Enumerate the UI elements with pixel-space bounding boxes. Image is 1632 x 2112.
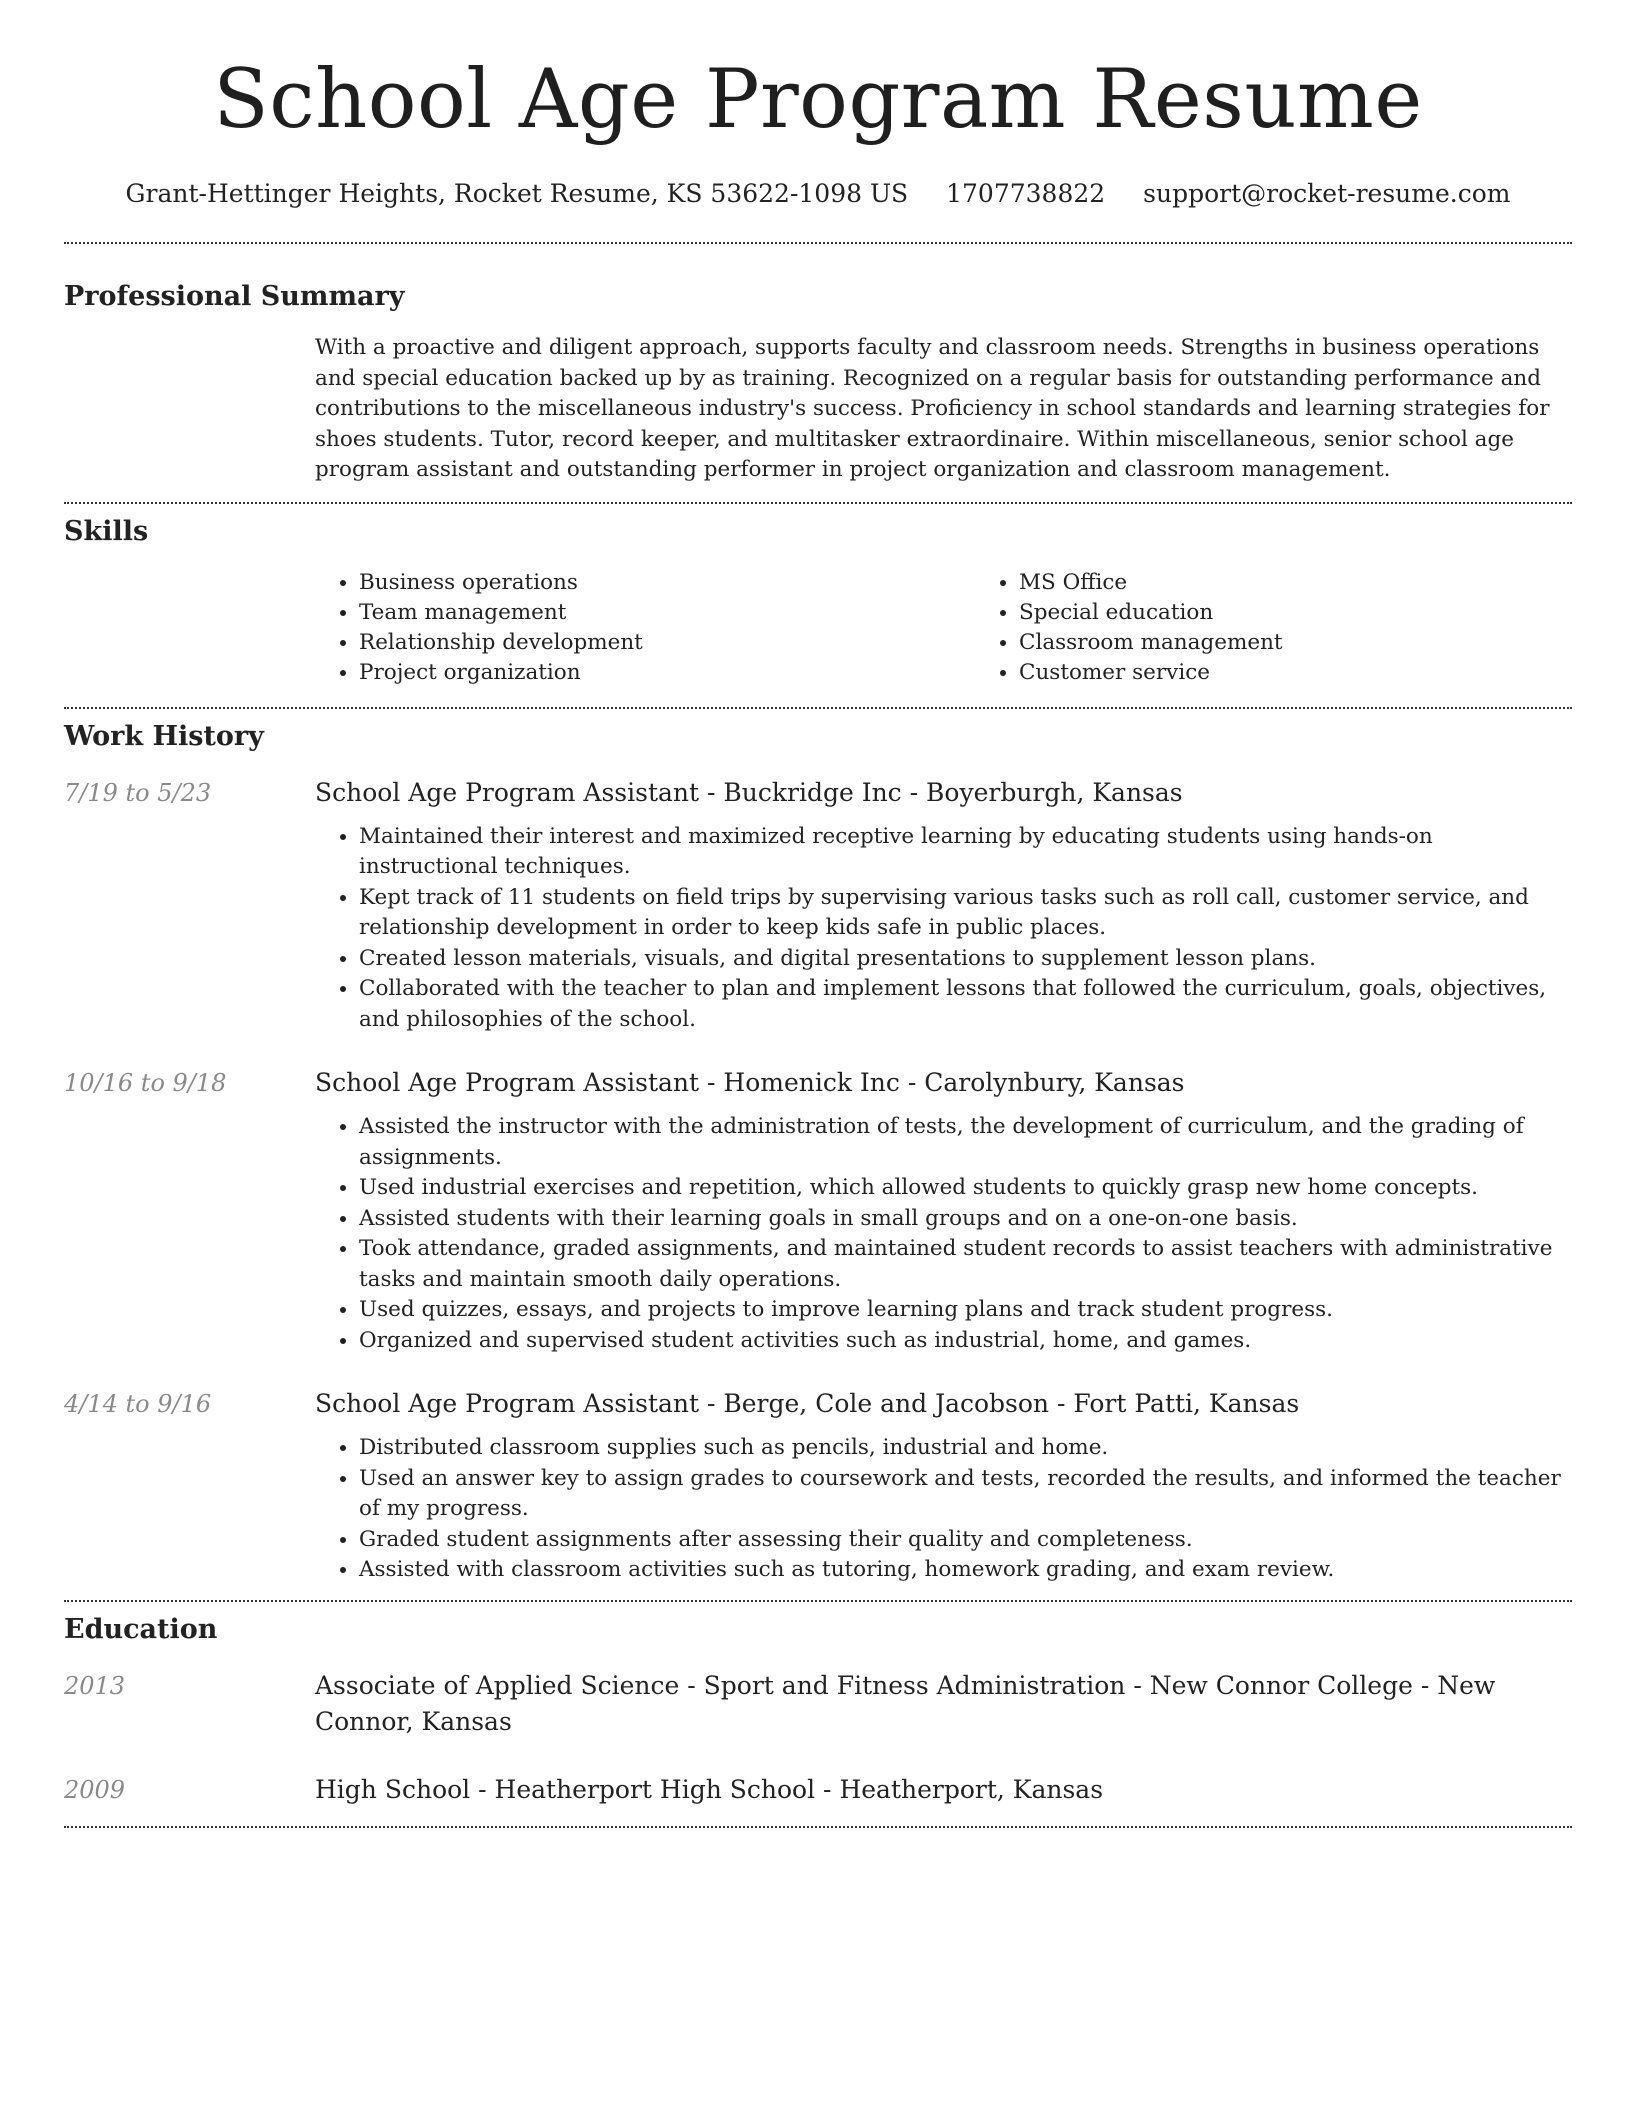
education-year: 2013 [64, 1671, 126, 1700]
job-bullets [315, 1433, 1572, 1586]
job-entry [64, 777, 1572, 1036]
resume-content [64, 0, 1572, 1828]
list-item: • Used quizzes, essays, and projects to improve learning plans and track student progress. [359, 1295, 1572, 1326]
education-details [315, 1668, 1572, 1740]
skill-item: • Special education [1019, 598, 1632, 628]
skills-column-2 [975, 568, 1632, 689]
job-entry [64, 1388, 1572, 1586]
education-title: Education [64, 1613, 218, 1645]
summary-section [64, 244, 1572, 486]
list-item: • Distributed classroom supplies such as pencils, industrial and home. [359, 1433, 1572, 1464]
education-details [315, 1772, 1572, 1808]
skill-item: • Business operations [359, 568, 975, 598]
list-item: • Assisted with classroom activities such as tutoring, homework grading, and exam review. [359, 1555, 1572, 1586]
list-item: • Created lesson materials, visuals, and digital presentations to supplement lesson plans. [359, 944, 1572, 975]
email: support@rocket-resume.com [1143, 179, 1511, 208]
list-item: • Kept track of 11 students on field trips by supervising various tasks such as roll call, customer service, and relationship development in order to keep kids safe in public places. [359, 883, 1572, 944]
education-entry [64, 1772, 1572, 1808]
education-school: - Heatherport High School - Heatherport, Kansas [470, 1774, 1104, 1804]
list-item: • Took attendance, graded assignments, and maintained student records to assist teachers with administrative tasks and maintain smooth daily operations. [359, 1234, 1572, 1295]
list-item: • Collaborated with the teacher to plan and implement lessons that followed the curriculum, goals, objectives, and philosophies of the school. [359, 974, 1572, 1035]
skill-item: • Customer service [1019, 658, 1632, 688]
list-item: • Assisted students with their learning goals in small groups and on a one-on-one basis. [359, 1204, 1572, 1235]
job-title: School Age Program Assistant - Buckridge Inc - Boyerburgh, Kansas [315, 777, 1183, 807]
skills-list [315, 568, 1632, 689]
education-section [64, 1602, 1572, 1808]
list-item: • Used an answer key to assign grades to coursework and tests, recorded the results, and informed the teacher of my progress. [359, 1464, 1572, 1525]
summary-title: Professional Summary [64, 281, 405, 312]
skill-item: • Classroom management [1019, 628, 1632, 658]
work-section [64, 709, 1572, 1586]
education-entry [64, 1668, 1572, 1740]
phone: 1707738822 [946, 179, 1106, 208]
job-dates: 10/16 to 9/18 [64, 1069, 227, 1098]
summary-text: With a proactive and diligent approach, supports faculty and classroom needs. Strengths in business operations and special education backed up by as training. Recognized on a regular basis for outstanding performance and contributions to the miscellaneous industry's success. Proficiency in school standards and learning strategies for shoes students. Tutor, record keeper, and multitasker extraordinaire. Within miscellaneous, senior school age program assistant and outstanding performer in project organization and classroom management. [315, 335, 1550, 482]
job-entry [64, 1067, 1572, 1356]
job-title: School Age Program Assistant - Berge, Cole and Jacobson - Fort Patti, Kansas [315, 1389, 1300, 1419]
education-degree: High School [315, 1774, 471, 1804]
list-item: • Maintained their interest and maximized receptive learning by educating students using hands-on instructional techniques. [359, 822, 1572, 883]
education-degree: Associate of Applied Science - Sport and Fitness Administration [315, 1670, 1126, 1700]
work-title: Work History [64, 720, 264, 752]
page-title: School Age Program Resume [213, 53, 1423, 147]
job-bullets [315, 1112, 1572, 1356]
skills-section [64, 504, 1572, 689]
job-dates: 4/14 to 9/16 [64, 1390, 212, 1419]
address: Grant-Hettinger Heights, Rocket Resume, KS 53622-1098 US [125, 179, 909, 208]
skill-item: • Project organization [359, 658, 975, 688]
contact-info [64, 178, 1572, 210]
education-school: - New Connor College - New Connor, Kansas [315, 1670, 1496, 1736]
skill-item: • Relationship development [359, 628, 975, 658]
job-bullets [315, 822, 1572, 1036]
list-item: • Graded student assignments after assessing their quality and completeness. [359, 1525, 1572, 1556]
education-year: 2009 [64, 1775, 126, 1804]
skill-item: • MS Office [1019, 568, 1632, 598]
list-item: • Assisted the instructor with the administration of tests, the development of curriculum, and the grading of assignments. [359, 1112, 1572, 1173]
skills-column-1 [315, 568, 975, 689]
job-dates: 7/19 to 5/23 [64, 778, 212, 807]
skills-title: Skills [64, 515, 149, 547]
skill-item: • Team management [359, 598, 975, 628]
list-item: • Used industrial exercises and repetition, which allowed students to quickly grasp new home concepts. [359, 1173, 1572, 1204]
job-title: School Age Program Assistant - Homenick Inc - Carolynbury, Kansas [315, 1068, 1185, 1098]
divider [64, 1826, 1572, 1828]
list-item: • Organized and supervised student activities such as industrial, home, and games. [359, 1326, 1572, 1357]
